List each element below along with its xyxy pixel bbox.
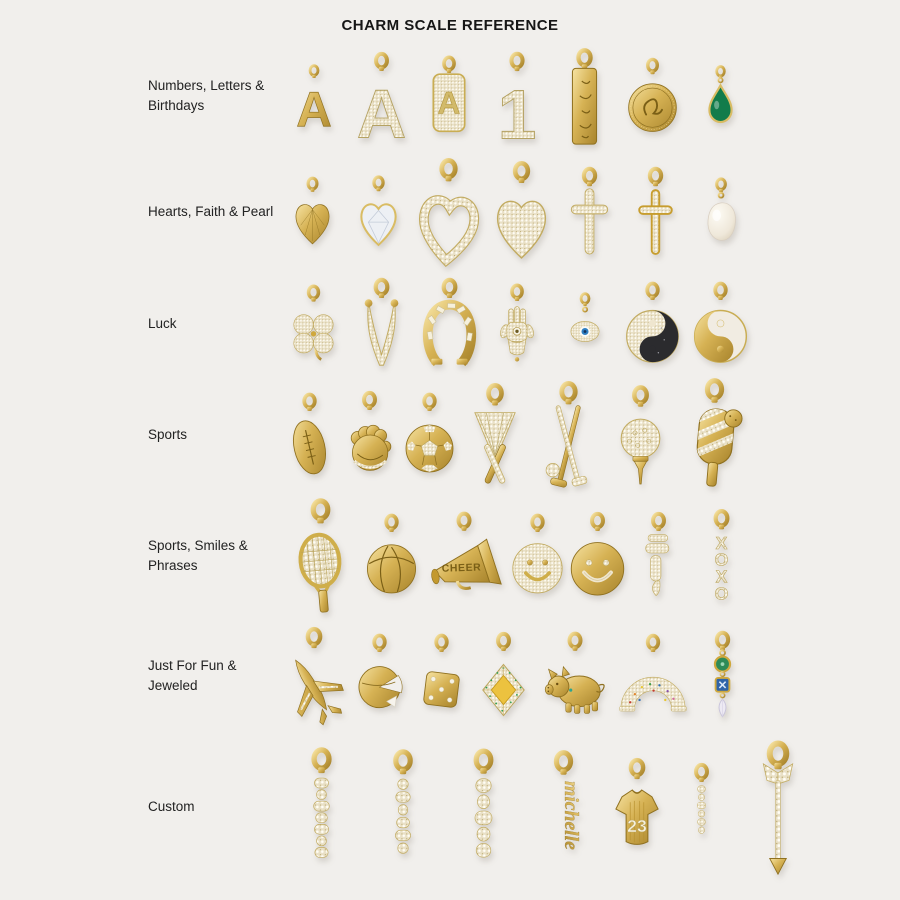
custom-name-pave-charm-2 [363, 747, 443, 867]
gold-pave-cross-charm [623, 165, 689, 259]
birthstone-drop-charm [699, 64, 742, 128]
charm-row [280, 376, 754, 494]
fortune-cookie-charm [348, 632, 410, 720]
airplane-charm [280, 625, 348, 727]
svg-text:A: A [437, 85, 461, 121]
charm-grid [0, 40, 900, 880]
dice-charm [412, 632, 471, 720]
gold-smiley-charm [567, 510, 628, 602]
pave-heart-charm [486, 159, 557, 265]
engraved-bar-charm [551, 46, 618, 147]
xoxo-charm [689, 507, 754, 605]
gold-letter-charm [292, 63, 336, 137]
baguette-horseshoe-charm [415, 276, 483, 373]
svg-text:A: A [296, 81, 332, 137]
soccer-ball-charm [400, 391, 459, 479]
charm-row [280, 496, 754, 617]
golf-ball-tee-charm [606, 383, 675, 487]
pave-cross-charm [557, 165, 623, 259]
pave-number-charm [483, 50, 551, 154]
category-row [0, 152, 900, 272]
dice-charm [410, 632, 472, 720]
tennis-racket-charm [280, 496, 361, 617]
category-row [0, 376, 900, 494]
crystal-heart-charm [346, 174, 412, 250]
charm-row [280, 276, 754, 373]
custom-name-pave-charm-3 [443, 746, 524, 868]
category-label: Custom [148, 798, 195, 814]
jeweled-pyramid-charm [473, 630, 535, 722]
volleyball-charm [362, 512, 421, 600]
yin-yang-pearl-charm [686, 280, 754, 368]
engraved-bar-charm [551, 46, 619, 147]
jersey-number-charm [603, 756, 671, 858]
pave-heart-charm [486, 159, 557, 265]
evil-eye-charm [551, 291, 619, 357]
pave-hamsa-charm [489, 282, 545, 366]
category-row [0, 272, 900, 376]
pave-smiley-charm [508, 512, 567, 600]
golf-ball-tee-charm [606, 383, 675, 487]
category-label: Just For Fun & Jeweled [148, 657, 237, 693]
yin-yang-pave-charm [623, 280, 682, 368]
pickleball-paddle-charm [675, 376, 754, 494]
yin-yang-pave-charm [619, 280, 687, 368]
custom-name-pave-charm-3 [443, 746, 524, 868]
gold-letter-charm [280, 63, 348, 137]
crystal-heart-charm [353, 174, 404, 250]
cheer-megaphone-charm [421, 510, 507, 602]
zodiac-medallion-charm [619, 56, 687, 136]
pig-charm [535, 630, 615, 722]
baseball-glove-charm [339, 389, 400, 481]
pave-arrow-charm [732, 738, 824, 876]
custom-name-pave-charm-2 [363, 747, 443, 867]
etched-heart-charm [280, 175, 346, 249]
crossed-golf-clubs-charm [531, 379, 606, 491]
category-row [0, 734, 900, 880]
svg-text:michelle: michelle [560, 781, 583, 850]
zodiac-medallion-charm [626, 56, 679, 136]
pave-number-charm [486, 50, 548, 154]
tennis-racket-charm [280, 496, 361, 617]
script-name-charm [524, 748, 603, 866]
bezel-cluster-charm [691, 629, 754, 723]
svg-text:1: 1 [497, 75, 537, 154]
gold-smiley-charm [567, 510, 628, 602]
rainbow-pave-charm [615, 632, 691, 720]
category-label: Luck [148, 315, 177, 331]
pom-poms-charm [459, 381, 531, 489]
football-charm [280, 391, 339, 479]
charm-row [280, 625, 754, 727]
pave-letter-charm [348, 50, 416, 153]
category-row [0, 494, 900, 618]
fortune-cookie-charm [350, 632, 409, 720]
cheer-megaphone-charm [421, 510, 507, 602]
volleyball-charm [361, 512, 421, 600]
evil-eye-charm [563, 291, 607, 357]
pave-wishbone-charm [348, 276, 416, 373]
category-row [0, 618, 900, 734]
custom-name-pave-charm-4 [671, 761, 732, 853]
pave-smiley-charm [507, 512, 567, 600]
yin-yang-pearl-charm [691, 280, 750, 368]
jeweled-pyramid-charm [473, 630, 534, 722]
category-label: Hearts, Faith & Pearl [148, 203, 274, 219]
pave-cross-charm [558, 165, 621, 259]
charm-row [280, 46, 754, 154]
football-charm [280, 391, 339, 479]
soccer-ball-charm [400, 391, 459, 479]
category-label: Sports, Smiles & Phrases [148, 537, 248, 573]
bezel-cluster-charm [691, 629, 754, 723]
category-row [0, 40, 900, 152]
open-heart-pave-charm [411, 156, 486, 268]
pearl-charm [688, 176, 754, 248]
custom-name-pave-charm-1 [280, 745, 363, 869]
pave-hamsa-charm [483, 282, 551, 366]
gold-pave-cross-charm [624, 165, 687, 259]
jersey-number-charm [603, 756, 671, 858]
script-name-charm [524, 748, 603, 866]
baguette-horseshoe-charm [417, 276, 482, 373]
rainbow-pave-charm [615, 632, 691, 720]
airplane-charm [280, 625, 348, 727]
svg-text:X: X [715, 532, 728, 553]
charm-row [280, 738, 824, 876]
pig-charm [535, 630, 615, 722]
svg-text:CHEER: CHEER [441, 562, 482, 575]
pave-letter-charm [351, 50, 412, 153]
ornate-letters-charm [628, 510, 689, 602]
svg-text:O: O [714, 583, 729, 604]
category-label: Numbers, Letters & Birthdays [148, 77, 265, 113]
pearl-charm [697, 176, 745, 248]
svg-text:O: O [714, 549, 729, 570]
etched-heart-charm [288, 175, 337, 249]
pave-tag-letter-charm [415, 54, 483, 138]
svg-text:X: X [715, 566, 728, 587]
pave-tag-letter-charm [421, 54, 477, 138]
open-heart-pave-charm [411, 156, 486, 268]
ornate-letters-charm [628, 510, 689, 602]
pickleball-paddle-charm [675, 376, 754, 494]
svg-text:23: 23 [627, 816, 647, 837]
svg-text:A: A [356, 76, 407, 153]
custom-name-pave-charm-4 [671, 761, 732, 853]
pave-clover-charm [280, 283, 348, 365]
xoxo-charm [689, 507, 754, 605]
category-label: Sports [148, 426, 188, 442]
pave-arrow-charm [732, 738, 824, 876]
page-title: CHARM SCALE REFERENCE [341, 17, 559, 34]
pave-wishbone-charm [349, 276, 414, 373]
birthstone-drop-charm [686, 64, 754, 128]
pom-poms-charm [459, 381, 531, 489]
charm-row [280, 156, 754, 268]
baseball-glove-charm [339, 389, 400, 481]
custom-name-pave-charm-1 [280, 745, 363, 869]
pave-clover-charm [286, 283, 341, 365]
crossed-golf-clubs-charm [531, 379, 606, 491]
